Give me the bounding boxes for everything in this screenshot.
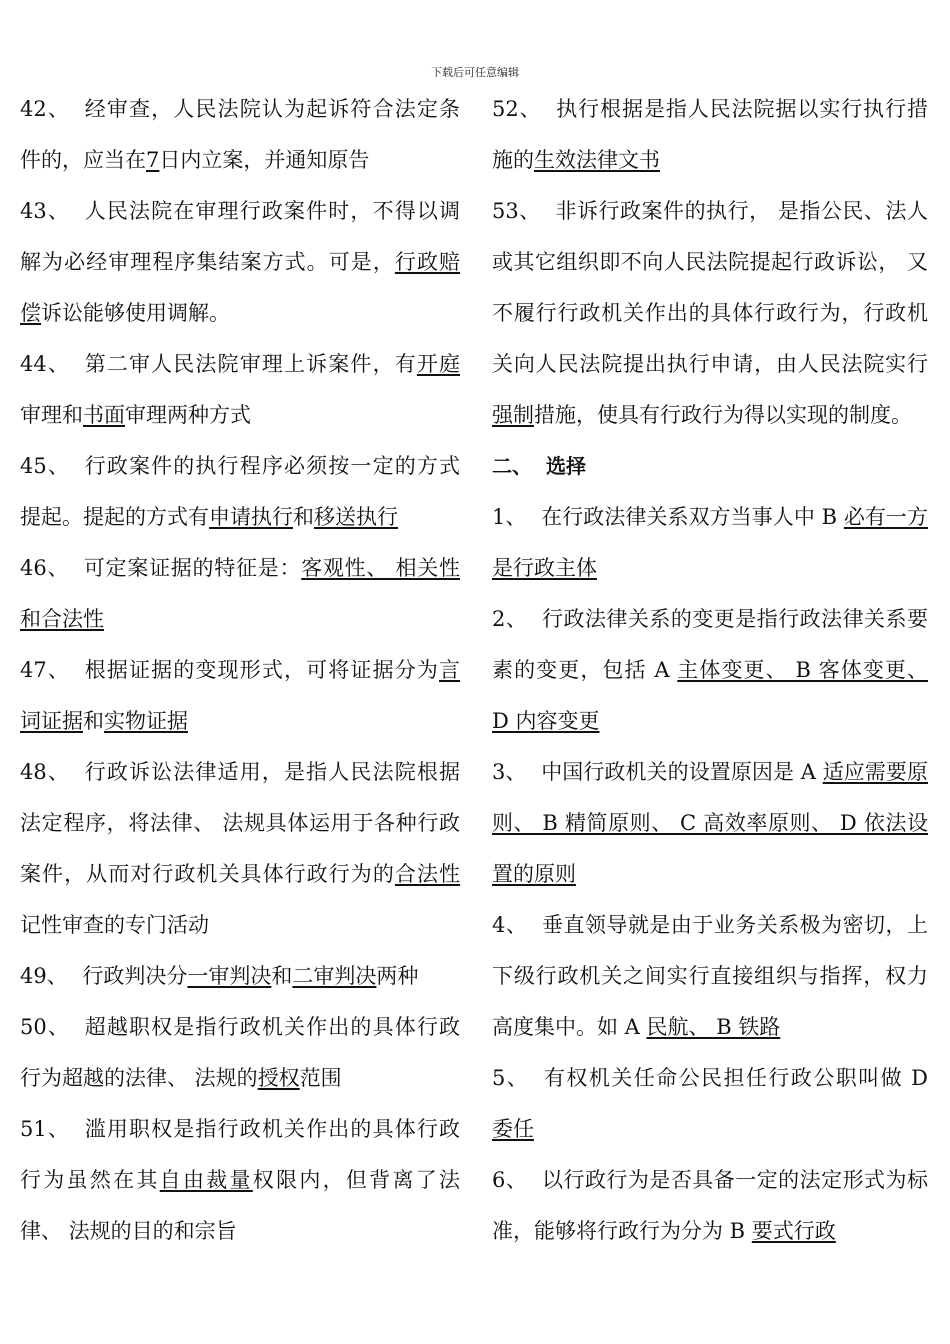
- answer-text: 委任: [492, 1117, 534, 1141]
- item-number: 48、: [20, 760, 71, 784]
- item-number: 44、: [20, 352, 71, 376]
- answer-text: 民航、 B 铁路: [646, 1015, 781, 1039]
- item-number: 49、: [20, 964, 68, 988]
- item-text: 两种: [376, 964, 419, 988]
- question-item: [492, 900, 928, 1053]
- answer-text: 生效法律文书: [534, 148, 660, 172]
- item-text: 非诉行政案件的执行， 是指公民、法人或其它组织即不向人民法院提起行政诉讼， 又不履行行政机关作出的具体行政行为，行政机关向人民法院提出执行申请，由人民法院实行: [492, 199, 928, 376]
- question-item: [492, 747, 928, 900]
- item-text: 超越职权是指行政机关作出的具体行政行为超越的法律、 法规的: [20, 1015, 460, 1090]
- item-number: 52、: [492, 97, 542, 121]
- answer-text: 强制: [492, 403, 534, 427]
- answer-text: 客观性、 相关性和合法性: [20, 556, 460, 631]
- question-item: [492, 594, 928, 747]
- item-number: 50、: [20, 1015, 71, 1039]
- item-text: 权限内，但背离了法律、 法规的目的和宗旨: [20, 1168, 461, 1243]
- answer-text: 适应需要原则、 B 精简原则、 C 高效率原则、 D 依法设置的原则: [492, 760, 929, 886]
- answer-text: 申请执行: [209, 505, 293, 529]
- question-item: [20, 186, 460, 339]
- answer-text: 主体变更、 B 客体变更、 D 内容变更: [492, 658, 928, 733]
- item-number: 43、: [20, 199, 71, 223]
- section-heading: [492, 441, 928, 492]
- answer-text: 言词证据: [20, 658, 460, 733]
- item-text: 行政判决分: [82, 964, 188, 988]
- item-text: 根据证据的变现形式，可将证据分为: [84, 658, 439, 682]
- item-number: 6、: [492, 1168, 528, 1192]
- answer-text: 合法性: [394, 862, 461, 886]
- item-number: 5、: [492, 1066, 530, 1090]
- item-text: 在行政法律关系双方当事人中 B: [541, 505, 844, 529]
- item-text: 和: [83, 709, 104, 733]
- answer-text: 移送执行: [314, 505, 398, 529]
- item-text: 记性审查的专门活动: [20, 913, 209, 937]
- item-text: 诉讼能够使用调解。: [41, 301, 230, 325]
- answer-text: 自由裁量: [159, 1168, 253, 1192]
- question-item: [20, 441, 460, 543]
- left-column: [20, 84, 460, 1257]
- question-item: [20, 747, 460, 951]
- answer-text: 一审判决: [187, 964, 272, 988]
- item-text: 以行政行为是否具备一定的法定形式为标准，能够将行政行为分为 B: [492, 1168, 928, 1243]
- question-item: [20, 543, 460, 645]
- item-text: 中国行政机关的设置原因是 A: [541, 760, 823, 784]
- question-item: [492, 1053, 928, 1155]
- answer-text: 二审判决: [292, 964, 377, 988]
- item-text: 可定案证据的特征是：: [83, 556, 302, 580]
- item-number: 42、: [20, 97, 71, 121]
- question-item: [20, 1002, 460, 1104]
- question-item: [20, 84, 460, 186]
- item-number: 1、: [492, 505, 527, 529]
- question-item: [20, 1104, 460, 1257]
- item-number: 2、: [492, 607, 528, 631]
- item-text: 选择: [546, 454, 586, 478]
- item-text: 审理和: [20, 403, 83, 427]
- item-text: 有权机关任命公民担任行政公职叫做 D: [543, 1066, 928, 1090]
- answer-text: 开庭: [416, 352, 461, 376]
- answer-text: 书面: [83, 403, 125, 427]
- question-item: [20, 645, 460, 747]
- right-column: [492, 84, 928, 1257]
- item-number: 45、: [20, 454, 71, 478]
- item-text: 行政案件的执行程序必须按一定的方式提起。提起的方式有: [20, 454, 460, 529]
- item-text: 范围: [299, 1066, 342, 1090]
- answer-text: 要式行政: [751, 1219, 836, 1243]
- item-text: 垂直领导就是由于业务关系极为密切，上下级行政机关之间实行直接组织与指挥，权力高度集中。如 A: [492, 913, 928, 1039]
- answer-text: 行政赔偿: [20, 250, 461, 325]
- item-text: 滥用职权是指行政机关作出的具体行政行为虽然在其: [20, 1117, 460, 1192]
- item-number: 53、: [492, 199, 541, 223]
- item-text: 经审查，人民法院认为起诉符合法定条件的，应当在: [20, 97, 460, 172]
- item-text: 行政诉讼法律适用，是指人民法院根据法定程序，将法律、 法规具体运用于各种行政案件，从而对行政机关具体行政行为的: [20, 760, 460, 886]
- item-text: 日内立案，并通知原告: [159, 148, 370, 172]
- item-text: 措施，使具有行政行为得以实现的制度。: [534, 403, 912, 427]
- item-text: 和: [293, 505, 314, 529]
- question-item: [20, 339, 460, 441]
- question-item: [492, 186, 928, 441]
- question-item: [492, 492, 928, 594]
- item-number: 3、: [492, 760, 527, 784]
- answer-text: 7: [146, 148, 160, 172]
- item-text: 执行根据是指人民法院据以实行执行措施的: [492, 97, 929, 172]
- question-item: [492, 1155, 928, 1257]
- question-item: [20, 951, 460, 1002]
- item-text: 审理两种方式: [125, 403, 251, 427]
- item-number: 4、: [492, 913, 528, 937]
- question-item: [492, 84, 928, 186]
- item-number: 47、: [20, 658, 71, 682]
- item-text: 和: [271, 964, 293, 988]
- answer-text: 必有一方是行政主体: [492, 505, 928, 580]
- item-text: 第二审人民法院审理上诉案件，有: [84, 352, 417, 376]
- item-number: 51、: [20, 1117, 71, 1141]
- answer-text: 实物证据: [104, 709, 188, 733]
- item-number: 46、: [20, 556, 70, 580]
- page-header: 下载后可任意编辑: [431, 66, 519, 79]
- answer-text: 授权: [257, 1066, 300, 1090]
- item-number: 二、: [492, 454, 532, 478]
- item-text: 行政法律关系的变更是指行政法律关系要素的变更，包括 A: [492, 607, 928, 682]
- item-text: 人民法院在审理行政案件时，不得以调解为必经审理程序集结案方式。可是，: [20, 199, 460, 274]
